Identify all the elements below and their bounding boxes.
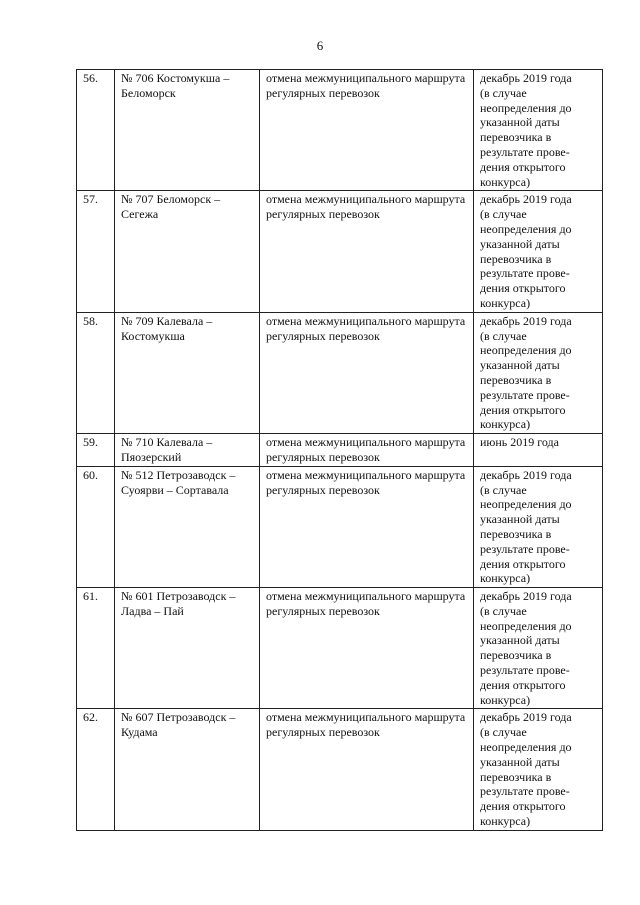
row-number: 61.: [77, 588, 115, 709]
table-row: [77, 312, 603, 433]
action-text: отмена межмуниципального маршрута регулярных перевозок: [260, 191, 474, 312]
route-name: № 707 Беломорск – Сегежа: [115, 191, 260, 312]
route-name: № 709 Калевала – Костомукша: [115, 312, 260, 433]
date-text: декабрь 2019 года (в случае неопределения до указанной даты перевозчика в результате прове- дения открытого конкурса): [474, 191, 603, 312]
table-row: [77, 709, 603, 830]
table-row: [77, 466, 603, 587]
action-text: отмена межмуниципального маршрута регулярных перевозок: [260, 70, 474, 191]
date-text: декабрь 2019 года (в случае неопределения до указанной даты перевозчика в результате прове- дения открытого конкурса): [474, 709, 603, 830]
date-text: декабрь 2019 года (в случае неопределения до указанной даты перевозчика в результате прове- дения открытого конкурса): [474, 588, 603, 709]
routes-table: [76, 69, 603, 831]
action-text: отмена межмуниципального маршрута регулярных перевозок: [260, 709, 474, 830]
route-name: № 706 Костомукша – Беломорск: [115, 70, 260, 191]
action-text: отмена межмуниципального маршрута регулярных перевозок: [260, 588, 474, 709]
page-number: 6: [316, 38, 324, 53]
route-name: № 607 Петрозаводск – Кудама: [115, 709, 260, 830]
date-text: декабрь 2019 года (в случае неопределения до указанной даты перевозчика в результате прове- дения открытого конкурса): [474, 70, 603, 191]
route-name: № 710 Калевала – Пяозерский: [115, 434, 260, 467]
action-text: отмена межмуниципального маршрута регулярных перевозок: [260, 312, 474, 433]
route-name: № 512 Петрозаводск – Суоярви – Сортавала: [115, 466, 260, 587]
row-number: 58.: [77, 312, 115, 433]
row-number: 57.: [77, 191, 115, 312]
date-text: декабрь 2019 года (в случае неопределения до указанной даты перевозчика в результате прове- дения открытого конкурса): [474, 312, 603, 433]
action-text: отмена межмуниципального маршрута регулярных перевозок: [260, 434, 474, 467]
row-number: 62.: [77, 709, 115, 830]
date-text: июнь 2019 года: [474, 434, 603, 467]
date-text: декабрь 2019 года (в случае неопределения до указанной даты перевозчика в результате прове- дения открытого конкурса): [474, 466, 603, 587]
table-row: [77, 191, 603, 312]
table-row: [77, 70, 603, 191]
table-row: [77, 434, 603, 467]
row-number: 60.: [77, 466, 115, 587]
table-row: [77, 588, 603, 709]
row-number: 56.: [77, 70, 115, 191]
row-number: 59.: [77, 434, 115, 467]
action-text: отмена межмуниципального маршрута регулярных перевозок: [260, 466, 474, 587]
route-name: № 601 Петрозаводск – Ладва – Пай: [115, 588, 260, 709]
